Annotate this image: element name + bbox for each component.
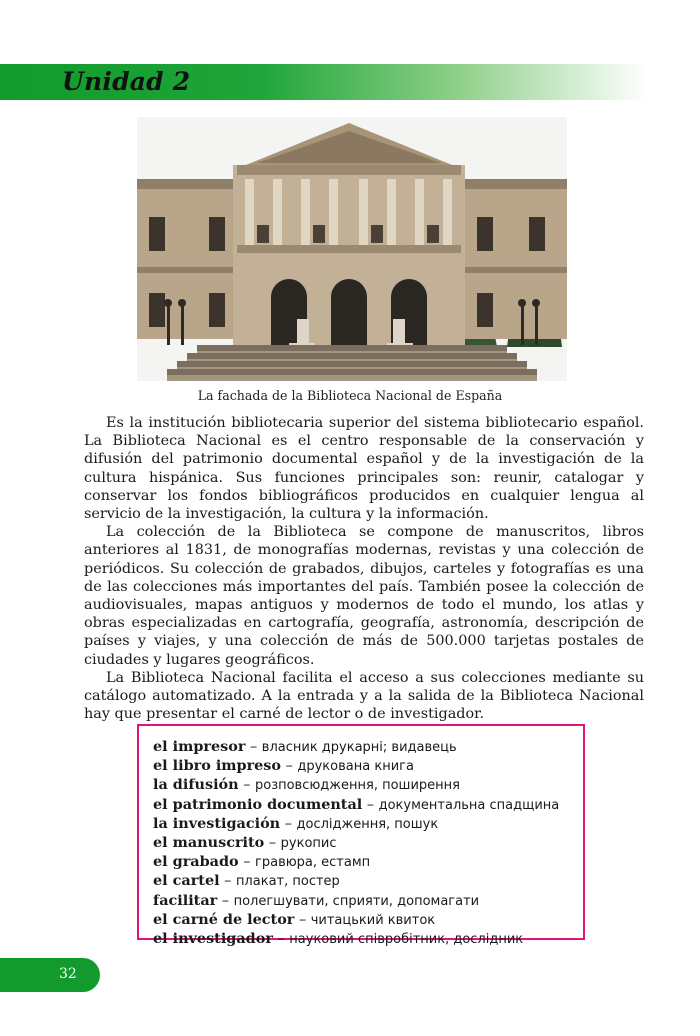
vocab-row <box>153 796 583 815</box>
vocabulary-box <box>137 724 585 948</box>
vocab-term: el manuscrito <box>153 834 265 852</box>
library-facade-illustration <box>137 117 567 381</box>
vocab-separator: – <box>280 815 297 832</box>
vocab-term: la difusión <box>153 776 239 794</box>
vocab-translation: друкована книга <box>297 759 414 775</box>
vocab-row <box>153 872 583 891</box>
photo-caption: La fachada de la Biblioteca Nacional de España <box>197 388 503 403</box>
vocab-translation: гравюра, естамп <box>255 855 371 871</box>
paragraph-2: La colección de la Biblioteca se compone de manuscritos, libros anteriores al 1831, de monografías modernas, revistas y una colección de periódicos. Su colección de grabados, dibujos, carteles y fotografías es una de las colecciones más importantes del país. También posee la colección de audiovisuales, mapas antiguos y modernos de todo el mundo, los atlas y obras especializadas en cartografía, geografía, astronomía, descripción de países y viajes, y una colección de más de 500.000 tarjetas postales de ciudades y lugares geográficos. <box>84 524 644 668</box>
vocab-term: el grabado <box>153 853 239 871</box>
vocab-separator: – <box>245 739 262 755</box>
vocab-term: facilitar <box>153 891 218 909</box>
vocab-separator: – <box>264 835 281 852</box>
vocab-term: el cartel <box>153 872 220 890</box>
vocab-row <box>153 738 583 757</box>
page-number: 32 <box>59 966 77 982</box>
vocab-row <box>153 892 583 911</box>
unit-title: Unidad 2 <box>62 67 191 96</box>
vocab-row <box>153 776 583 795</box>
vocab-translation: полегшувати, сприяти, допомагати <box>233 893 480 909</box>
vocab-translation: документальна спадщина <box>378 797 560 813</box>
vocab-translation: рукопис <box>280 836 337 852</box>
vocab-separator: – <box>217 892 234 909</box>
vocab-term: el impresor <box>153 738 246 755</box>
vocab-row <box>153 853 583 872</box>
vocab-translation: розповсюдження, поширення <box>254 778 460 794</box>
vocab-row <box>153 815 583 834</box>
paragraph-3: La Biblioteca Nacional facilita el acceso a sus colecciones mediante su catálogo automatizado. A la entrada y a la salida de la Biblioteca Nacional hay que presentar el carné de lector o de investigador. <box>84 669 644 723</box>
vocab-term: el libro impreso <box>153 757 282 775</box>
vocab-term: el carné de lector <box>153 910 295 928</box>
unit-header-banner <box>0 64 648 100</box>
vocab-translation: читацький квиток <box>310 912 436 928</box>
vocab-term: la investigación <box>153 814 281 832</box>
vocab-separator: – <box>362 796 379 813</box>
vocab-row <box>153 930 583 949</box>
vocab-translation: науковий співробітник, дослідник <box>289 932 524 948</box>
vocab-separator: – <box>281 758 298 775</box>
vocab-separator: – <box>238 777 255 794</box>
paragraph-1: Es la institución bibliotecaria superior del sistema bibliotecario español. La Biblioteca Nacional es el centro responsable de la conservación y difusión del patrimonio documental español y de la investigación de la cultura hispánica. Sus funciones principales son: reunir, catalogar y conservar los fondos bibliográficos producidos en cualquier lengua al servicio de la investigación, la cultura y la información. <box>84 415 644 523</box>
vocab-row <box>153 757 583 776</box>
vocab-separator: – <box>294 911 311 928</box>
vocab-term: el patrimonio documental <box>153 795 363 813</box>
vocab-row <box>153 911 583 930</box>
vocab-row <box>153 834 583 853</box>
article-body <box>84 414 644 723</box>
vocab-translation: дослідження, пошук <box>296 816 439 832</box>
library-facade-photo <box>137 117 567 381</box>
vocab-translation: власник друкарні; видавець <box>261 740 457 755</box>
vocab-separator: – <box>238 854 256 871</box>
vocab-term: el investigador <box>153 930 273 948</box>
vocab-separator: – <box>272 931 290 948</box>
vocab-separator: – <box>219 873 236 890</box>
page-number-tab <box>0 958 100 992</box>
vocab-translation: плакат, постер <box>235 874 340 890</box>
